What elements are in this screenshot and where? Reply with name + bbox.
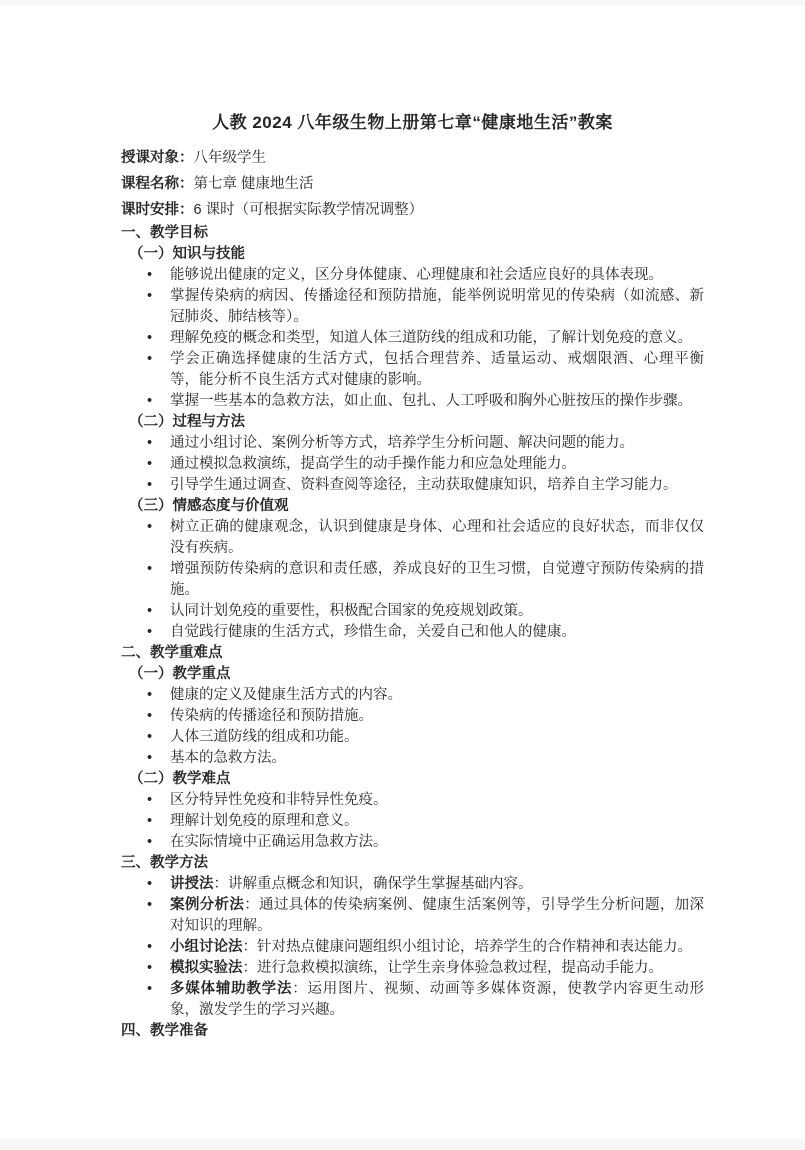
list-item — [121, 958, 704, 979]
list-item — [121, 286, 704, 328]
subsection-heading-knowledge-skills: （一）知识与技能 — [129, 246, 245, 262]
bullet-text: 区分特异性免疫和非特异性免疫。 — [170, 792, 388, 808]
list-item — [121, 622, 704, 643]
list-item — [121, 349, 704, 391]
subsection-heading-process-methods: （二）过程与方法 — [129, 414, 245, 430]
subsection-heading-key-points: （一）教学重点 — [129, 666, 231, 682]
bullet-icon: • — [147, 729, 153, 745]
method-name: 多媒体辅助教学法 — [170, 981, 293, 997]
section-heading-teaching-preparation: 四、教学准备 — [121, 1023, 208, 1039]
subsection-heading-attitude-values: （三）情感态度与价值观 — [129, 498, 289, 514]
meta-label: 课时安排： — [121, 202, 194, 218]
bullet-icon: • — [147, 960, 153, 976]
method-name: 讲授法 — [170, 876, 214, 892]
bullet-icon: • — [147, 477, 153, 493]
bullet-list — [121, 265, 704, 412]
list-item — [121, 265, 704, 286]
document-content — [121, 110, 704, 1042]
bullet-text: 通过模拟急救演练，提高学生的动手操作能力和应急处理能力。 — [170, 456, 576, 472]
bullet-icon: • — [147, 351, 153, 367]
bullet-icon: • — [147, 813, 153, 829]
meta-line-schedule — [121, 197, 704, 223]
bullet-icon: • — [147, 939, 153, 955]
bullet-list — [121, 685, 704, 769]
list-item — [121, 391, 704, 412]
bullet-text: 传染病的传播途径和预防措施。 — [170, 708, 373, 724]
bullet-text: 人体三道防线的组成和功能。 — [170, 729, 359, 745]
list-item — [121, 328, 704, 349]
page-title: 人教 2024 八年级生物上册第七章“健康地生活”教案 — [212, 113, 613, 132]
bullet-icon: • — [147, 687, 153, 703]
list-item — [121, 937, 704, 958]
list-item — [121, 811, 704, 832]
bullet-list — [121, 874, 704, 1021]
list-item — [121, 979, 704, 1021]
bullet-icon: • — [147, 834, 153, 850]
bullet-text: 增强预防传染病的意识和责任感，养成良好的卫生习惯，自觉遵守预防传染病的措施。 — [170, 561, 704, 598]
list-item — [121, 832, 704, 853]
bullet-text — [170, 960, 663, 976]
meta-value: 6 课时（可根据实际教学情况调整） — [193, 202, 424, 218]
bullet-text: 理解计划免疫的原理和意义。 — [170, 813, 359, 829]
method-name: 小组讨论法 — [170, 939, 243, 955]
bullet-icon: • — [147, 267, 153, 283]
bullet-icon: • — [147, 981, 153, 997]
bullet-icon: • — [147, 708, 153, 724]
bullet-text: 在实际情境中正确运用急救方法。 — [170, 834, 388, 850]
method-description: ：讲解重点概念和知识，确保学生掌握基础内容。 — [213, 876, 533, 892]
list-item — [121, 559, 704, 601]
method-name: 模拟实验法 — [170, 960, 243, 976]
bullet-icon: • — [147, 288, 153, 304]
list-item — [121, 706, 704, 727]
bullet-icon: • — [147, 624, 153, 640]
bullet-text: 掌握传染病的病因、传播途径和预防措施，能举例说明常见的传染病（如流感、新冠肺炎、肺结核等）。 — [170, 288, 704, 325]
list-item — [121, 748, 704, 769]
method-description: ：通过具体的传染病案例、健康生活案例等，引导学生分析问题，加深对知识的理解。 — [170, 897, 705, 934]
list-item — [121, 433, 704, 454]
subsection-heading-difficult-points: （二）教学难点 — [129, 771, 231, 787]
bullet-text: 引导学生通过调查、资料查阅等途径，主动获取健康知识，培养自主学习能力。 — [170, 477, 678, 493]
bullet-text: 树立正确的健康观念，认识到健康是身体、心理和社会适应的良好状态，而非仅仅没有疾病。 — [170, 519, 704, 556]
bullet-icon: • — [147, 603, 153, 619]
bullet-text — [170, 876, 533, 892]
bullet-icon: • — [147, 897, 153, 913]
bullet-icon: • — [147, 792, 153, 808]
list-item — [121, 727, 704, 748]
method-description: ：针对热点健康问题组织小组讨论，培养学生的合作精神和表达能力。 — [242, 939, 692, 955]
bullet-icon: • — [147, 561, 153, 577]
bullet-text — [170, 981, 704, 1018]
bullet-text — [170, 939, 692, 955]
section-heading-objectives: 一、教学目标 — [121, 225, 208, 241]
list-item — [121, 517, 704, 559]
bullet-icon: • — [147, 330, 153, 346]
bullet-text: 能够说出健康的定义，区分身体健康、心理健康和社会适应良好的具体表现。 — [170, 267, 663, 283]
bullet-text: 基本的急救方法。 — [170, 750, 286, 766]
bullet-icon: • — [147, 876, 153, 892]
method-name: 案例分析法 — [170, 897, 245, 913]
page-top-margin — [0, 0, 805, 5]
bullet-text: 认同计划免疫的重要性，积极配合国家的免疫规划政策。 — [170, 603, 533, 619]
list-item — [121, 454, 704, 475]
section-heading-teaching-methods: 三、教学方法 — [121, 855, 208, 871]
bullet-icon: • — [147, 393, 153, 409]
meta-line-course-name — [121, 171, 704, 197]
list-item — [121, 895, 704, 937]
meta-value: 第七章 健康地生活 — [193, 176, 314, 192]
method-description: ：运用图片、视频、动画等多媒体资源，使教学内容更生动形象，激发学生的学习兴趣。 — [170, 981, 705, 1018]
bullet-icon: • — [147, 435, 153, 451]
bullet-text: 理解免疫的概念和类型，知道人体三道防线的组成和功能，了解计划免疫的意义。 — [170, 330, 692, 346]
list-item — [121, 601, 704, 622]
method-description: ：进行急救模拟演练，让学生亲身体验急救过程，提高动手能力。 — [242, 960, 663, 976]
meta-label: 课程名称： — [121, 176, 194, 192]
list-item — [121, 790, 704, 811]
bullet-icon: • — [147, 750, 153, 766]
section-heading-key-difficult-points: 二、教学重难点 — [121, 645, 223, 661]
list-item — [121, 685, 704, 706]
bullet-list — [121, 790, 704, 853]
bullet-text — [170, 897, 704, 934]
bullet-icon: • — [147, 519, 153, 535]
bullet-list — [121, 433, 704, 496]
meta-value: 八年级学生 — [193, 150, 266, 166]
bullet-text: 学会正确选择健康的生活方式，包括合理营养、适量运动、戒烟限酒、心理平衡等，能分析不良生活方式对健康的影响。 — [170, 351, 704, 388]
bullet-text: 通过小组讨论、案例分析等方式，培养学生分析问题、解决问题的能力。 — [170, 435, 634, 451]
page-bottom-margin — [0, 1139, 805, 1150]
bullet-text: 健康的定义及健康生活方式的内容。 — [170, 687, 402, 703]
meta-label: 授课对象： — [121, 150, 194, 166]
bullet-text: 掌握一些基本的急救方法，如止血、包扎、人工呼吸和胸外心脏按压的操作步骤。 — [170, 393, 692, 409]
bullet-text: 自觉践行健康的生活方式，珍惜生命，关爱自己和他人的健康。 — [170, 624, 576, 640]
list-item — [121, 874, 704, 895]
meta-line-audience — [121, 145, 704, 171]
bullet-list — [121, 517, 704, 643]
bullet-icon: • — [147, 456, 153, 472]
list-item — [121, 475, 704, 496]
